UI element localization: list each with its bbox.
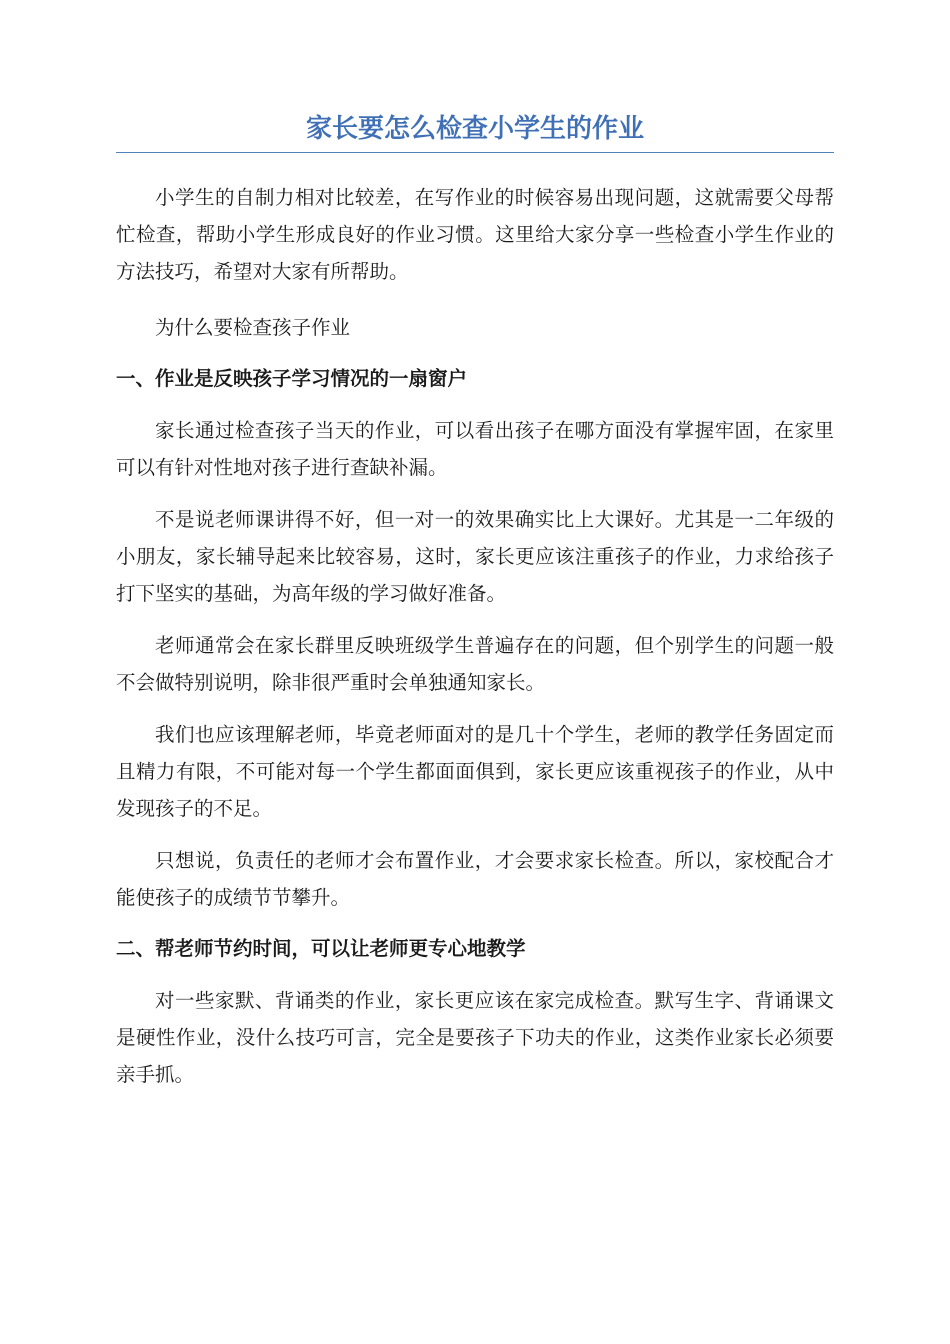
- document-title: 家长要怎么检查小学生的作业: [116, 110, 834, 153]
- section-1-paragraph-5: 只想说，负责任的老师才会布置作业，才会要求家长检查。所以，家校配合才能使孩子的成绩节节攀升。: [116, 849, 834, 909]
- section-1-paragraph-3: 老师通常会在家长群里反映班级学生普遍存在的问题，但个别学生的问题一般不会做特别说明，除非很严重时会单独通知家长。: [116, 634, 834, 694]
- section-2-heading: 二、帮老师节约时间，可以让老师更专心地教学: [116, 937, 526, 960]
- why-subheading: 为什么要检查孩子作业: [155, 316, 351, 339]
- document-page: [116, 110, 834, 1093]
- section-1-paragraph-1: 家长通过检查孩子当天的作业，可以看出孩子在哪方面没有掌握牢固，在家里可以有针对性地对孩子进行查缺补漏。: [116, 419, 834, 479]
- section-1-paragraph-4: 我们也应该理解老师，毕竟老师面对的是几十个学生，老师的教学任务固定而且精力有限，不可能对每一个学生都面面俱到，家长更应该重视孩子的作业，从中发现孩子的不足。: [116, 723, 834, 820]
- section-1-paragraph-2: 不是说老师课讲得不好，但一对一的效果确实比上大课好。尤其是一二年级的小朋友，家长辅导起来比较容易，这时，家长更应该注重孩子的作业，力求给孩子打下坚实的基础，为高年级的学习做好准备。: [116, 508, 834, 605]
- intro-paragraph: 小学生的自制力相对比较差，在写作业的时候容易出现问题，这就需要父母帮忙检查，帮助小学生形成良好的作业习惯。这里给大家分享一些检查小学生作业的方法技巧，希望对大家有所帮助。: [116, 186, 834, 283]
- section-1-heading: 一、作业是反映孩子学习情况的一扇窗户: [116, 367, 468, 390]
- section-2-paragraph-1: 对一些家默、背诵类的作业，家长更应该在家完成检查。默写生字、背诵课文是硬性作业，没什么技巧可言，完全是要孩子下功夫的作业，这类作业家长必须要亲手抓。: [116, 989, 834, 1086]
